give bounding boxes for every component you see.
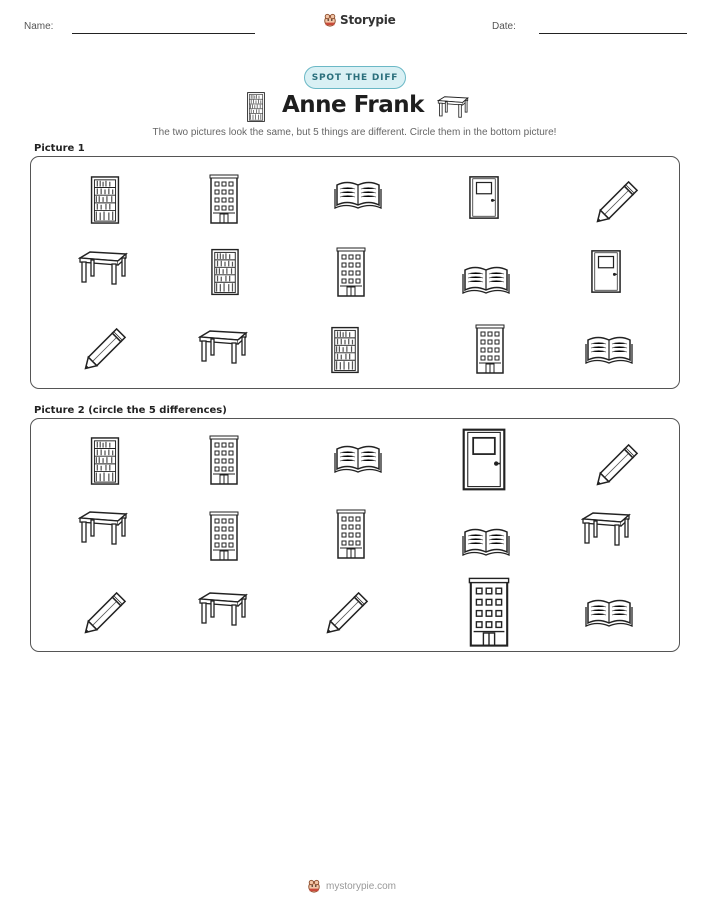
brand-name: Storypie [340, 13, 396, 27]
storypie-mascot-icon [307, 879, 321, 893]
table-icon [78, 508, 128, 548]
building-icon [475, 324, 505, 374]
pencil-icon [593, 439, 643, 489]
picture2-panel [30, 418, 680, 652]
pencil-icon [81, 587, 131, 637]
picture1-label: Picture 1 [34, 143, 85, 154]
table-icon [198, 327, 248, 367]
building-icon [467, 577, 511, 647]
storypie-logo [323, 13, 396, 27]
book-icon [461, 262, 511, 296]
date-field-line[interactable] [539, 33, 687, 34]
door-icon [468, 175, 500, 220]
name-label: Name: [24, 21, 54, 32]
table-icon [78, 248, 128, 288]
door-icon [590, 249, 622, 294]
activity-badge: SPOT THE DIFF [304, 66, 406, 89]
building-icon [336, 247, 366, 297]
building-icon [209, 174, 239, 224]
picture2-label: Picture 2 (circle the 5 differences) [34, 405, 227, 416]
bookshelf-icon [331, 326, 359, 374]
footer-site[interactable]: mystorypie.com [326, 880, 397, 892]
building-icon [209, 511, 239, 561]
bookshelf-icon [246, 92, 266, 122]
date-label: Date: [492, 21, 516, 32]
picture1-panel [30, 156, 680, 389]
book-icon [333, 177, 383, 211]
building-icon [336, 509, 366, 559]
title-row [0, 92, 709, 124]
name-field-line[interactable] [72, 33, 255, 34]
pencil-icon [81, 323, 131, 373]
book-icon [584, 332, 634, 366]
door-icon [459, 427, 509, 492]
bookshelf-icon [211, 248, 239, 296]
footer [307, 879, 396, 893]
book-icon [584, 595, 634, 629]
book-icon [333, 441, 383, 475]
instructions: The two pictures look the same, but 5 things are different. Circle them in the bottom picture! [152, 127, 557, 138]
table-icon [437, 94, 469, 120]
bookshelf-icon [90, 437, 120, 485]
bookshelf-icon [90, 176, 120, 224]
table-icon [198, 589, 248, 629]
storypie-mascot-icon [323, 13, 337, 27]
pencil-icon [593, 176, 643, 226]
book-icon [461, 524, 511, 558]
pencil-icon [323, 587, 373, 637]
table-icon [581, 509, 631, 549]
page-title: Anne Frank [282, 92, 424, 118]
building-icon [209, 435, 239, 485]
